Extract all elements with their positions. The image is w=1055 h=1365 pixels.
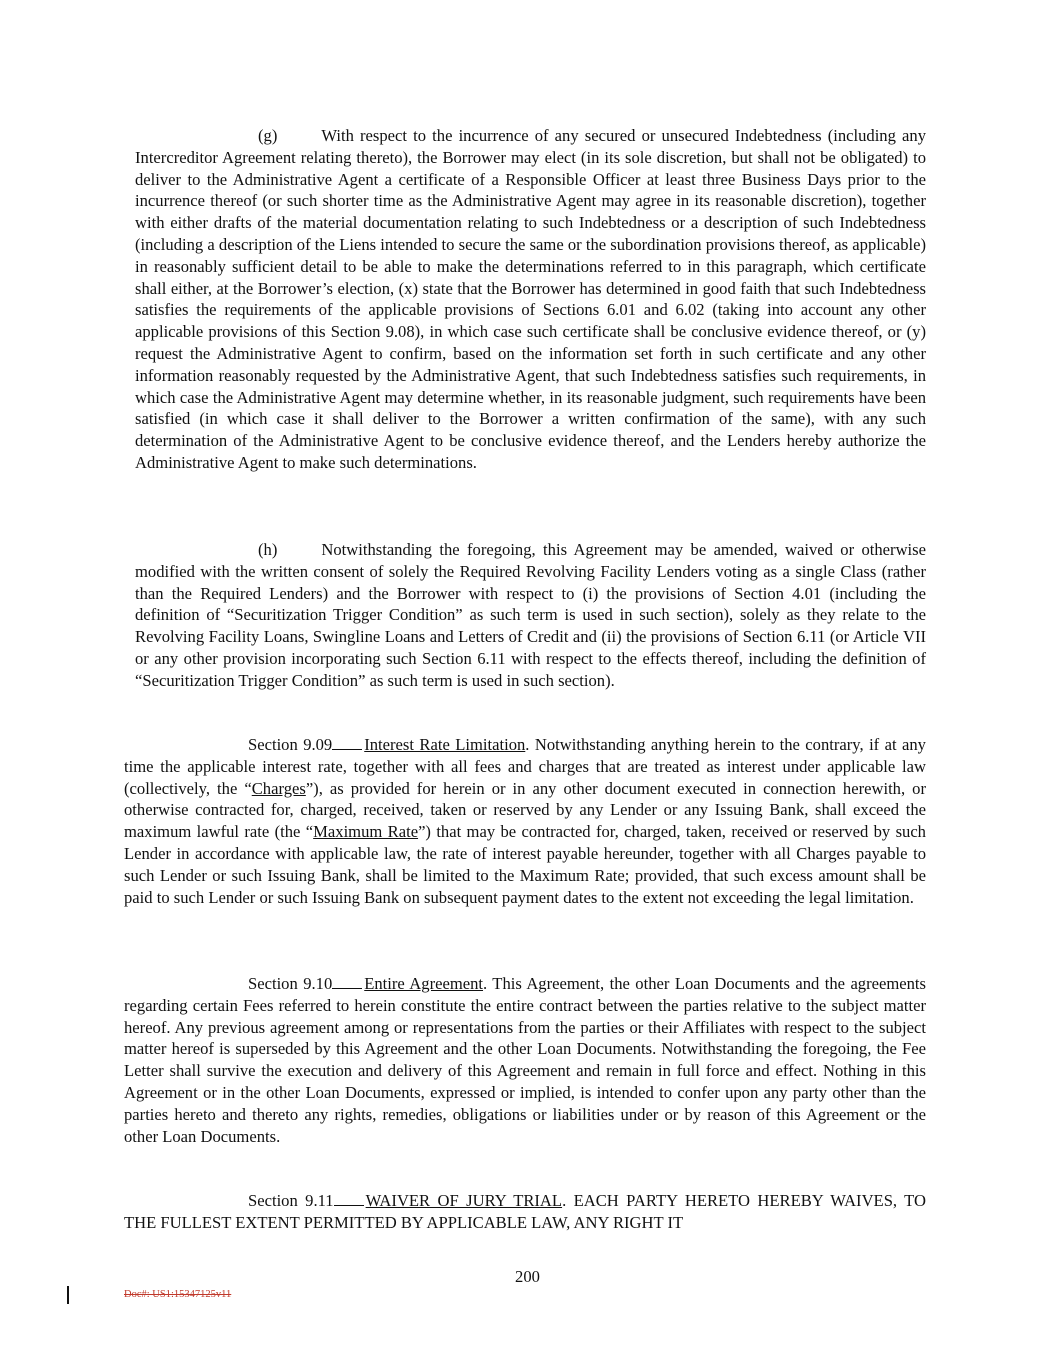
section-9-11 (124, 1190, 926, 1234)
paragraph-h-label: (h) (258, 540, 278, 559)
maximum-rate-term: Maximum Rate (313, 822, 419, 842)
section-9-09-tab (332, 735, 362, 750)
charges-term: Charges (251, 778, 306, 798)
section-9-11-tab (334, 1191, 364, 1206)
revision-bar (67, 1286, 69, 1304)
section-9-10-tab (332, 974, 362, 989)
section-9-11-title: WAIVER OF JURY TRIAL (365, 1191, 563, 1210)
page-number: 200 (515, 1267, 540, 1286)
section-9-09-text-2: ”), as provided for herein or in any other document executed in connection herewith, or otherwise contracted for, charged, received, taken or reserved by any Lender or any Issuing Bank, shall exceed the maximum lawful rate (the “ (124, 778, 926, 842)
section-9-10-title: Entire Agreement (364, 974, 484, 993)
paragraph-g-label: (g) (258, 126, 278, 145)
paragraph-g (135, 125, 926, 474)
section-9-10-text-1: . This Agreement, the other Loan Documents and the agreements regarding certain Fees referred to herein constitute the entire contract between the parties relative to the subject matter hereof. Any previous agreement among or representations from the parties or their Affiliates with respect to the subject matter hereof is superseded by this Agreement and the other Loan Documents. Notwithstanding the foregoing, the Fee Letter shall survive the execution and delivery of this Agreement and remain in full force and effect. Nothing in this Agreement or in the other Loan Documents, expressed or implied, is intended to confer upon any party other than the parties hereto and thereto any rights, remedies, obligations or liabilities under or by reason of this Agreement or the other Loan Documents. (124, 974, 926, 1146)
document-id: Doc#: US1:15347125v11 (124, 1289, 232, 1300)
section-9-09-title: Interest Rate Limitation (364, 735, 526, 754)
section-9-09-text-3: ”) that may be contracted for, charged, taken, received or reserved by such Lender in accordance with applicable law, the rate of interest payable hereunder, together with all Charges payable to such Lender or such Issuing Bank, shall be limited to the Maximum Rate; provided, that such excess amount shall be paid to such Lender or such Issuing Bank on subsequent payment dates to the extent not exceeding the legal limitation. (124, 822, 926, 907)
section-9-09-number: Section 9.09 (248, 735, 333, 754)
section-9-09 (124, 734, 926, 908)
paragraph-g-text: With respect to the incurrence of any secured or unsecured Indebtedness (including any Intercreditor Agreement relating thereto), the Borrower may elect (in its sole discretion, but shall not be obligated) to deliver to the Administrative Agent a certificate of a Responsible Officer at least three Business Days prior to the incurrence thereof (or such shorter time as the Administrative Agent may agree in its reasonable discretion), together with either drafts of the material documentation relating to such Indebtedness or a description of such Indebtedness (including a description of the Liens intended to secure the same or the subordination provisions thereof, as applicable) in reasonably sufficient detail to be able to make the determinations referred to in this paragraph, which certificate shall either, at the Borrower’s election, (x) state that the Borrower has determined in good faith that such Indebtedness satisfies the requirements of the applicable provisions of Sections 6.01 and 6.02 (taking into account any other applicable provisions of this Section 9.08), in which case such certificate shall be conclusive evidence thereof, or (y) request the Administrative Agent to confirm, based on the information set forth in such certificate and any other information reasonably requested by the Administrative Agent, that such Indebtedness satisfies such requirements, in which case the Administrative Agent may determine whether, in its reasonable judgment, such requirements have been satisfied (in which case it shall deliver to the Borrower a written confirmation of the same), with any such determination of the Administrative Agent to be conclusive evidence thereof, and the Lenders hereby authorize the Administrative Agent to make such determinations. (135, 126, 926, 472)
paragraph-h-text: Notwithstanding the foregoing, this Agreement may be amended, waived or otherwise modified with the written consent of solely the Required Revolving Facility Lenders voting as a single Class (rather than the Required Lenders) and the Borrower with respect to (i) the provisions of Section 4.01 (including the definition of “Securitization Trigger Condition” as such term is used in such section), solely as they relate to the Revolving Facility Loans, Swingline Loans and Letters of Credit and (ii) the provisions of Section 6.11 (or Article VII or any other provision incorporating such Section 6.11 with respect to the effects thereof, including the definition of “Securitization Trigger Condition” as such term is used in such section). (135, 540, 926, 690)
section-9-10-number: Section 9.10 (248, 974, 333, 993)
section-9-11-number: Section 9.11 (248, 1191, 334, 1210)
section-9-11-text-1: . EACH PARTY HERETO HEREBY WAIVES, TO THE FULLEST EXTENT PERMITTED BY APPLICABLE LAW, ANY RIGHT IT (124, 1191, 926, 1232)
section-9-10 (124, 973, 926, 1147)
section-9-09-text-1: . Notwithstanding anything herein to the contrary, if at any time the applicable interest rate, together with all fees and charges that are treated as interest under applicable law (collectively, the “ (124, 735, 926, 798)
paragraph-h (135, 539, 926, 692)
